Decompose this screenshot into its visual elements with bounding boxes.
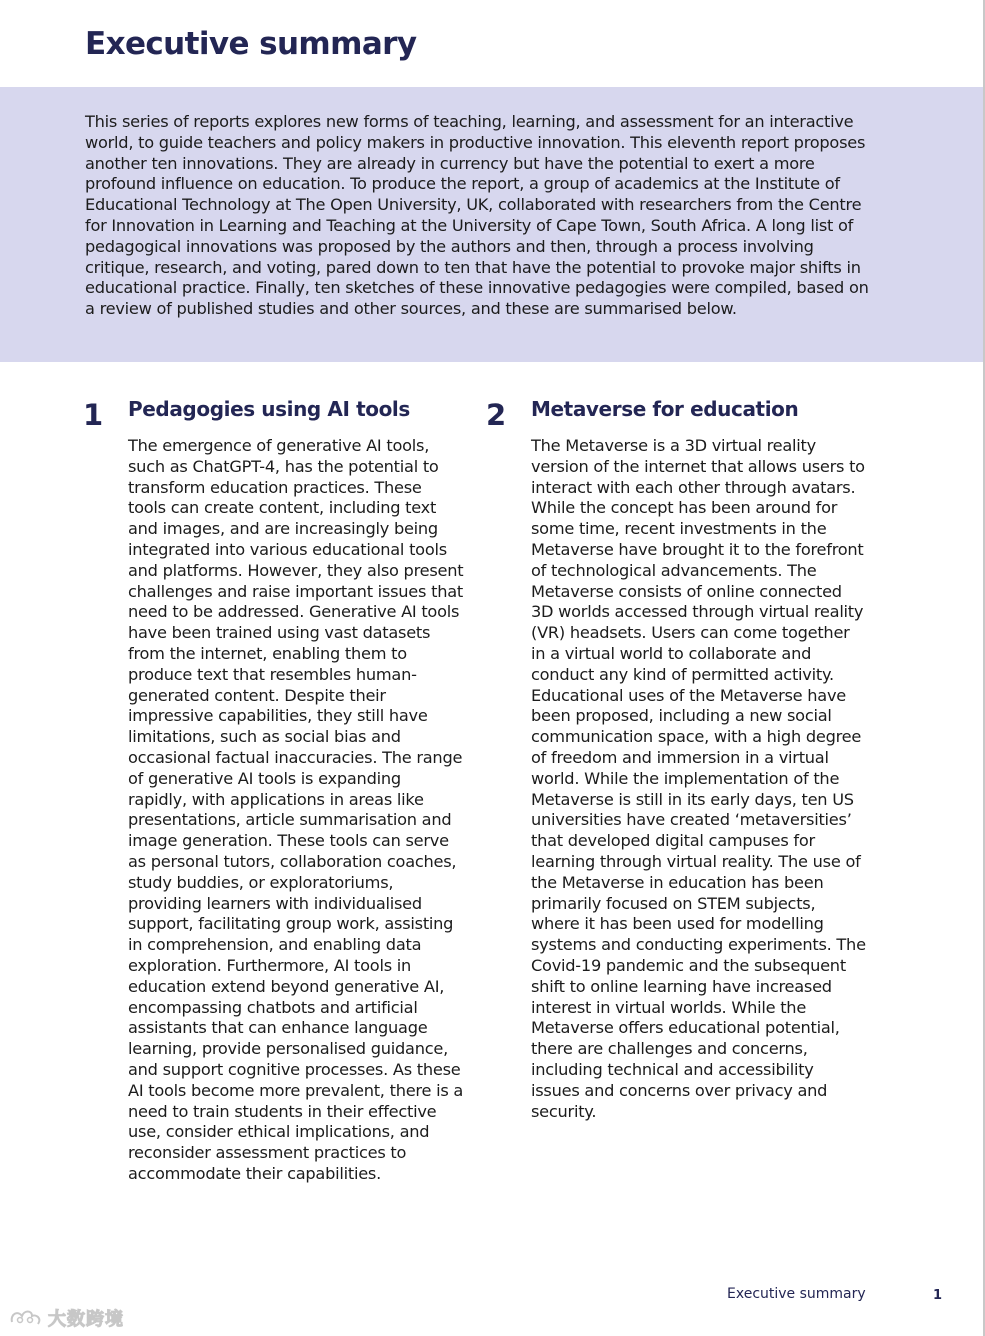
section-body: The Metaverse is a 3D virtual reality version of the internet that allows users to interact with each other through avatars. While the concept has been around for some time, recent investments in the Metaverse have brought it to the forefront of technological advancements. The Metaverse consists of online connected 3D worlds accessed through virtual reality (VR) headsets. Users can come together in a virtual world to collaborate and conduct any kind of permitted activity. Educational uses of the Metaverse have been proposed, including a new social communication space, with a high degree of freedom and immersion in a virtual world. While the implementation of the Metaverse is still in its early days, ten US universities have created ‘metaversities’ that developed digital campuses for learning through virtual reality. The use of the Metaverse in education has been primarily focused on STEM subjects, where it has been used for modelling systems and conducting experiments. The Covid-19 pandemic and the subsequent shift to online learning have increased interest in virtual worlds. While the Metaverse offers educational potential, there are challenges and concerns, including technical and accessibility issues and concerns over privacy and security. bbox=[531, 436, 866, 1121]
footer-label: Executive summary bbox=[727, 1286, 866, 1302]
watermark-text: 大数跨境 bbox=[48, 1309, 124, 1330]
section-body: The emergence of generative AI tools, such as ChatGPT-4, has the potential to transform education practices. These tools can create content, including text and images, and are increasingly being integrated into various educational tools and platforms. However, they also present challenges and raise important issues that need to be addressed. Generative AI tools have been trained using vast datasets from the internet, enabling them to produce text that resembles human-generated content. Despite their impressive capabilities, they still have limitations, such as social bias and occasional factual inaccuracies. The range of generative AI tools is expanding rapidly, with applications in areas like presentations, article summarisation and image generation. These tools can serve as personal tutors, collaboration coaches, study buddies, or exploratoriums, providing learners with individualised support, facilitating group work, assisting in comprehension, and enabling data exploration. Furthermore, AI tools in education extend beyond generative AI, encompassing chatbots and artificial assistants that can enhance language learning, provide personalised guidance, and support cognitive processes. As these AI tools become more prevalent, there is a need to train students in their effective use, consider ethical implications, and reconsider assessment practices to accommodate their capabilities. bbox=[128, 436, 464, 1183]
section-title: Pedagogies using AI tools bbox=[128, 397, 410, 421]
page-number: 1 bbox=[933, 1288, 943, 1303]
page-title: Executive summary bbox=[85, 26, 417, 62]
watermark bbox=[8, 1304, 124, 1332]
section-number: 1 bbox=[83, 398, 104, 432]
intro-paragraph: This series of reports explores new forms of teaching, learning, and assessment for an interactive world, to guide teachers and policy makers in productive innovation. This eleventh report proposes another ten innovations. They are already in currency but have the potential to exert a more profound influence on education. To produce the report, a group of academics at the Institute of Educational Technology at The Open University, UK, collaborated with researchers from the Centre for Innovation in Learning and Teaching at the University of Cape Town, South Africa. A long list of pedagogical innovations was proposed by the authors and then, through a process involving critique, research, and voting, pared down to ten that have the potential to provoke major shifts in educational practice. Finally, ten sketches of these innovative pedagogies were compiled, based on a review of published studies and other sources, and these are summarised below. bbox=[85, 112, 869, 319]
section-number: 2 bbox=[486, 398, 507, 432]
section-title: Metaverse for education bbox=[531, 397, 799, 421]
watermark-logo-icon bbox=[8, 1306, 44, 1330]
intro-band bbox=[0, 87, 983, 362]
